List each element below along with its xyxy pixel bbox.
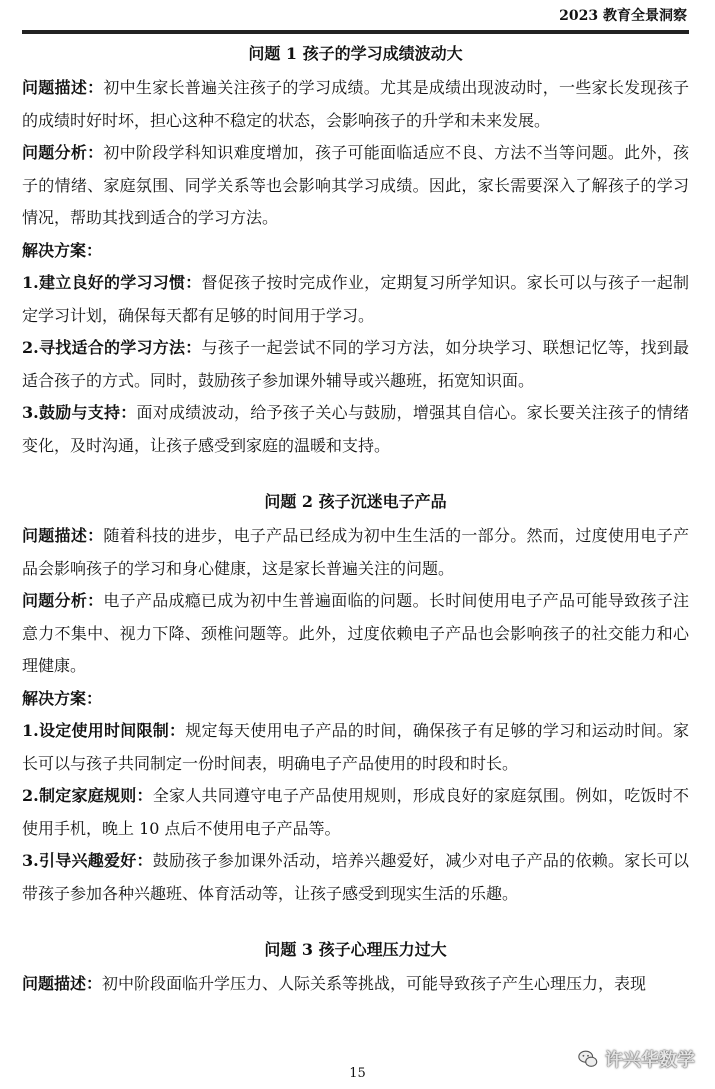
label: 解决方案： (22, 240, 103, 260)
solution-heading (22, 235, 689, 268)
text: 随着科技的进步，电子产品已经成为初中生生活的一部分。然而，过度使用电子产品会影响孩子的学习和身心健康，这是家长普遍关注的问题。 (22, 526, 689, 578)
label: 2.制定家庭规则： (22, 786, 153, 805)
section-title: 问题 3 孩子心理压力过大 (264, 940, 447, 959)
problem-description (22, 72, 689, 137)
label: 问题分析： (22, 591, 104, 610)
solution-item (22, 780, 689, 845)
text: 电子产品成瘾已成为初中生普遍面临的问题。长时间使用电子产品可能导致孩子注意力不集中、视力下降、颈椎问题等。此外，过度依赖电子产品也会影响孩子的社交能力和心理健康。 (22, 591, 689, 675)
problem-analysis (22, 137, 689, 235)
solution-heading (22, 683, 689, 716)
text: 面对成绩波动，给予孩子关心与鼓励，增强其自信心。家长要关注孩子的情绪变化，及时沟通，让孩子感受到家庭的温暖和支持。 (22, 403, 689, 455)
spacer (22, 462, 689, 484)
problem-description (22, 520, 689, 585)
label: 2.寻找适合的学习方法： (22, 338, 202, 357)
section-title: 问题 2 孩子沉迷电子产品 (264, 492, 447, 511)
header-title: 2023 教育全景洞察 (559, 8, 687, 24)
text: 规定每天使用电子产品的时间，确保孩子有足够的学习和运动时间。家长可以与孩子共同制定一份时间表，明确电子产品使用的时段和时长。 (22, 721, 689, 773)
solution-item (22, 845, 689, 910)
label: 解决方案： (22, 688, 103, 708)
text: 初中阶段学科知识难度增加，孩子可能面临适应不良、方法不当等问题。此外，孩子的情绪、家庭氛围、同学关系等也会影响其学习成绩。因此，家长需要深入了解孩子的学习情况，帮助其找到适合的学习方法。 (22, 143, 689, 227)
document-body (22, 36, 689, 1001)
label: 1.设定使用时间限制： (22, 721, 186, 740)
section-title: 问题 1 孩子的学习成绩波动大 (248, 44, 463, 63)
text: 初中阶段面临升学压力、人际关系等挑战，可能导致孩子产生心理压力，表现 (102, 974, 647, 993)
solution-item (22, 715, 689, 780)
solution-item (22, 332, 689, 397)
label: 问题描述： (22, 78, 104, 97)
label: 问题描述： (22, 526, 104, 545)
solution-item (22, 397, 689, 462)
text: 初中生家长普遍关注孩子的学习成绩。尤其是成绩出现波动时，一些家长发现孩子的成绩时好时坏，担心这种不稳定的状态，会影响孩子的升学和未来发展。 (22, 78, 689, 130)
spacer (22, 910, 689, 932)
label: 3.鼓励与支持： (22, 403, 137, 422)
label: 问题分析： (22, 143, 104, 162)
text: 鼓励孩子参加课外活动，培养兴趣爱好，减少对电子产品的依赖。家长可以带孩子参加各种兴趣班、体育活动等，让孩子感受到现实生活的乐趣。 (22, 851, 689, 903)
text: 督促孩子按时完成作业，定期复习所学知识。家长可以与孩子一起制定学习计划，确保每天都有足够的时间用于学习。 (22, 273, 689, 325)
page-header (22, 0, 689, 34)
label: 3.引导兴趣爱好： (22, 851, 153, 870)
label: 问题描述： (22, 974, 103, 993)
text: 全家人共同遵守电子产品使用规则，形成良好的家庭氛围。例如，吃饭时不使用手机，晚上 10 点后不使用电子产品等。 (22, 786, 689, 838)
problem-analysis (22, 585, 689, 683)
solution-item (22, 267, 689, 332)
problem-description (22, 968, 689, 1001)
watermark-text: 许兴华数学 (605, 1050, 695, 1071)
label: 1.建立良好的学习习惯： (22, 273, 202, 292)
page-number: 15 (349, 1066, 366, 1081)
text: 与孩子一起尝试不同的学习方法，如分块学习、联想记忆等，找到最适合孩子的方式。同时，鼓励孩子参加课外辅导或兴趣班，拓宽知识面。 (22, 338, 689, 390)
